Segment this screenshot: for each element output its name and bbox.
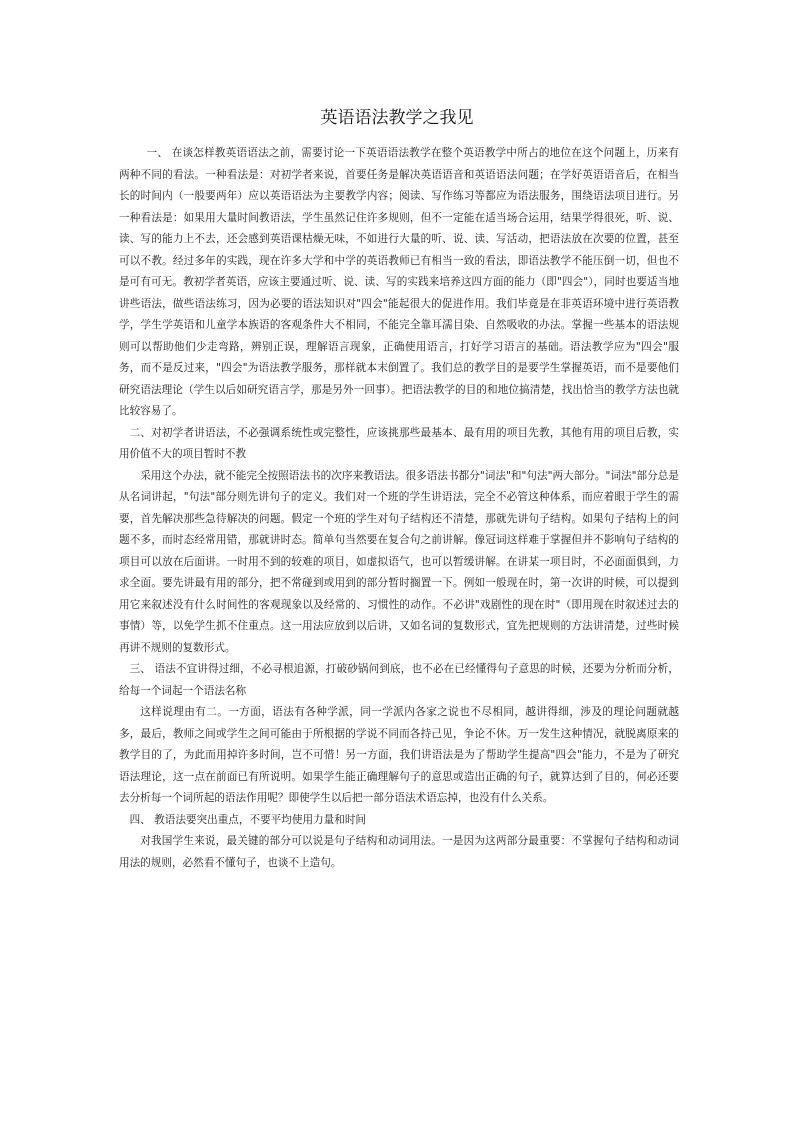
document-title: 英语语法教学之我见 bbox=[320, 108, 474, 128]
document-body bbox=[119, 143, 679, 874]
paragraph-section-3: 这样说理由有二。一方面，语法有各种学派，同一学派内各家之说也不尽相同，越讲得细，涉及的理论问题就越多，最后，教师之间或学生之间可能由于所根据的学说不同而各持己见，争论不休。万一发生这种情况，就脱离原来的教学目的了，为此而用掉许多时间，岂不可惜！另一方面，我们讲语法是为了帮助学生提高"四会"能力，不是为了研究语法理论，这一点在前面已有所说明。如果学生能正确理解句子的意思或造出正确的句子，就算达到了目的，何必还要去分析每一个词所起的语法作用呢？即使学生以后把一部分语法术语忘掉，也没有什么关系。 bbox=[119, 706, 679, 804]
section-heading-2: 二、对初学者讲语法，不必强调系统性或完整性，应该挑那些最基本、最有用的项目先教，其他有用的项目后教，实用价值不大的项目暂时不教 bbox=[119, 426, 679, 460]
section-heading-4: 四、 教语法要突出重点，不要平均使用力量和时间 bbox=[129, 813, 367, 826]
section-heading-3: 三、 语法不宜讲得过细，不必寻根追源，打破砂锅问到底，也不必在已经懂得句子意思的时候，还要为分析而分析，给每一个词起一个语法名称 bbox=[119, 663, 679, 697]
paragraph-section-4: 对我国学生来说，最关键的部分可以说是句子结构和动词用法。一是因为这两部分最重要：不掌握句子结构和动词用法的规则，必然看不懂句子，也谈不上造句。 bbox=[119, 835, 679, 869]
paragraph-section-2: 采用这个办法，就不能完全按照语法书的次序来教语法。很多语法书都分"词法"和"句法"两大部分。"词法"部分总是从名词讲起，"句法"部分则先讲句子的定义。我们对一个班的学生讲语法，完全不必管这种体系，而应着眼于学生的需要，首先解决那些急待解决的问题。假定一个班的学生对句子结构还不清楚，那就先讲句子结构。如果句子结构上的问题不多，而时态经常用错，那就讲时态。简单句当然要在复合句之前讲解。像冠词这样难于掌握但并不影响句子结构的项目可以放在后面讲。一时用不到的较难的项目，如虚拟语气，也可以暂缓讲解。在讲某一项目时，不必面面俱到，力求全面。要先讲最有用的部分，把不常碰到或用到的部分暂时搁置一下。例如一般现在时，第一次讲的时候，可以提到用它来叙述没有什么时间性的客观现象以及经常的、习惯性的动作。不必讲"戏剧性的现在时"（即用现在时叙述过去的事情）等，以免学生抓不住重点。这一用法应放到以后讲，又如名词的复数形式，宜先把规则的方法讲清楚，过些时候再讲不规则的复数形式。 bbox=[119, 469, 679, 654]
paragraph-section-1: 一、 在谈怎样教英语语法之前，需要讨论一下英语语法教学在整个英语教学中所占的地位在这个问题上，历来有两种不同的看法。一种看法是：对初学者来说，首要任务是解决英语语音和英语语法问题；在学好英语语音后，在相当长的时间内（一般要两年）应以英语语法为主要教学内容；阅读、写作练习等都应为语法服务，围绕语法项目进行。另一种看法是：如果用大量时间教语法，学生虽然记住许多规则，但不一定能在适当场合运用，结果学得很死，听、说、读、写的能力上不去，还会感到英语课枯燥无味，不如进行大量的听、说、读、写活动，把语法放在次要的位置，甚至可以不教。经过多年的实践，现在许多大学和中学的英语教师已有相当一致的看法，即语法教学不能压倒一切，但也不是可有可无。教初学者英语，应该主要通过听、说、读、写的实践来培养这四方面的能力（即"四会"），同时也要适当地讲些语法，做些语法练习，因为必要的语法知识对"四会"能起很大的促进作用。我们毕竟是在非英语环境中进行英语教学，学生学英语和儿童学本族语的客观条件大不相同，不能完全靠耳濡目染、自然吸收的办法。掌握一些基本的语法规则可以帮助他们少走弯路，辨别正误，理解语言现象，正确使用语言，打好学习语言的基础。语法教学应为"四会"服务，而不是反过来，"四会"为语法教学服务，那样就本末倒置了。我们总的教学目的是要学生掌握英语，而不是要他们研究语法理论（学生以后如研究语言学，那是另外一回事）。把语法教学的目的和地位搞清楚，找出恰当的教学方法也就比较容易了。 bbox=[119, 147, 679, 417]
